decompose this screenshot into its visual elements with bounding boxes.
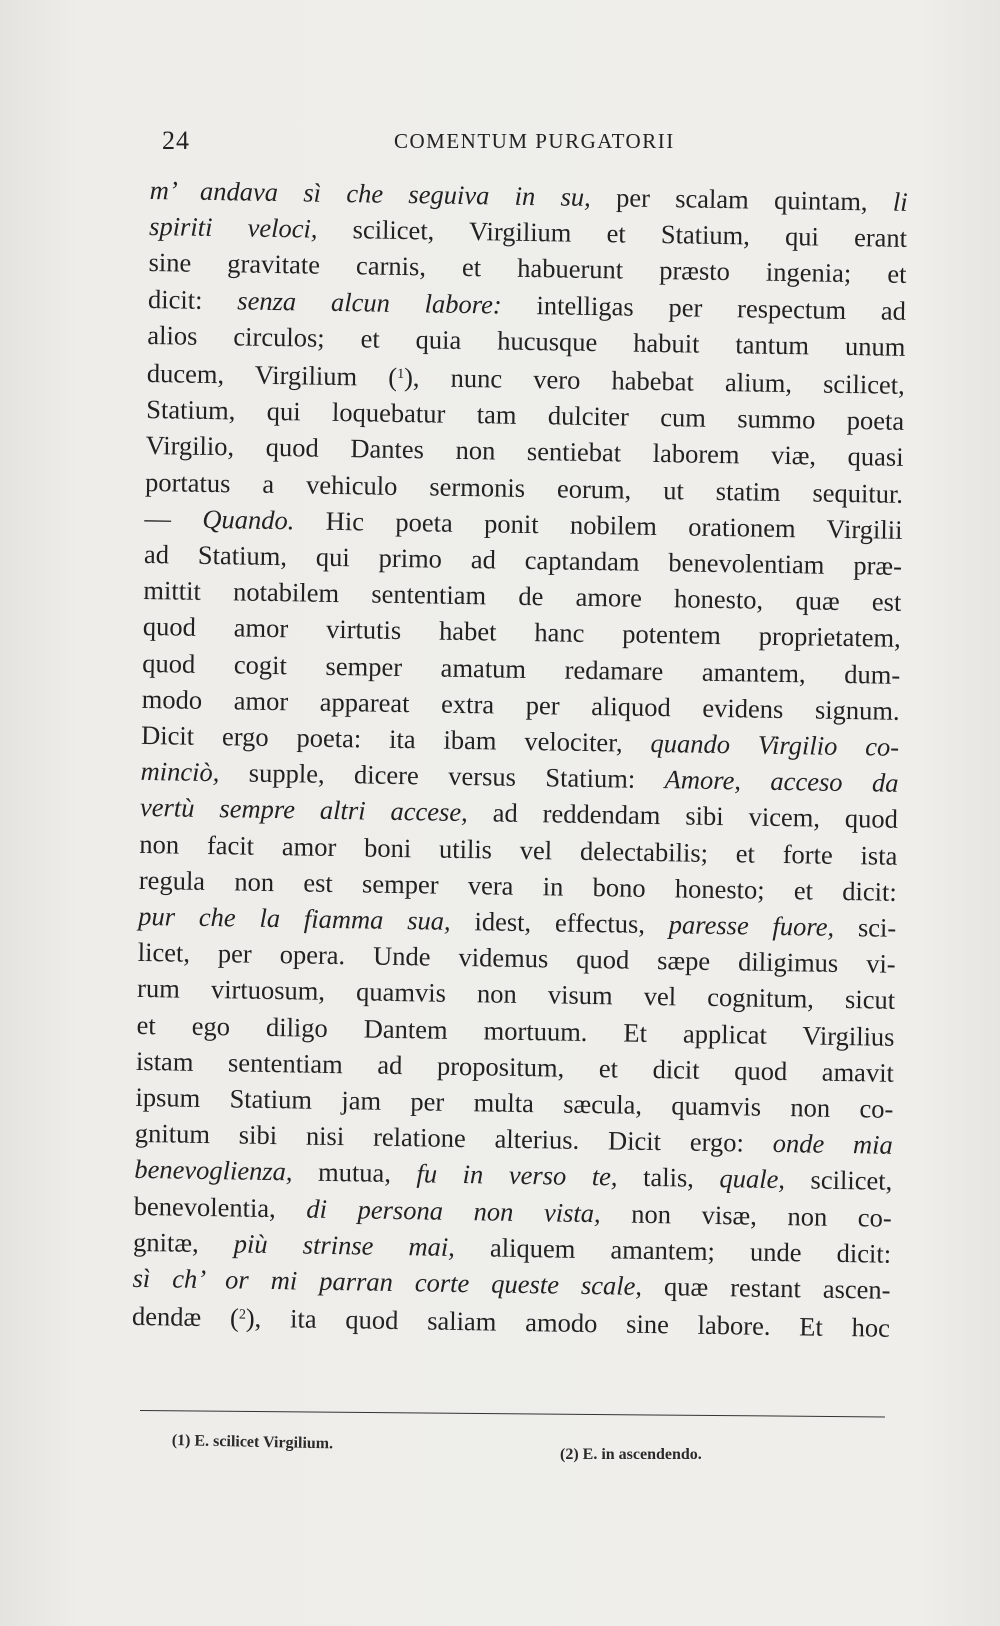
text-segment: quod cogit semper amatum redamare amantem, dum-	[142, 647, 901, 690]
italic-quotation: pur che la fiamma sua,	[138, 900, 451, 936]
italic-quotation: sì ch’ or mi parran corte queste scale,	[132, 1262, 643, 1301]
text-segment: quod amor virtutis habet hanc potentem proprietatem,	[142, 611, 902, 654]
text-segment: mittit notabilem sententiam de amore honesto, quæ est	[143, 575, 902, 618]
footnotes	[172, 1432, 902, 1472]
text-segment: dicit:	[147, 283, 238, 315]
text-segment: portatus a vehiculo sermonis eorum, ut statim sequitur.	[144, 466, 904, 509]
text-segment: et ego diligo Dantem mortuum. Et applicat Virgilius	[136, 1009, 895, 1052]
italic-quotation: vertù sempre altri accese,	[139, 792, 468, 828]
text-segment: ), ita quod saliam amodo sine labore. Et hoc	[245, 1302, 891, 1344]
italic-quotation: Amore, acceso da	[664, 764, 899, 799]
footnote-marker: 1	[397, 366, 405, 383]
italic-quotation: fu in verso te,	[416, 1158, 618, 1192]
text-segment: —	[144, 502, 203, 534]
text-segment: ad reddendam sibi vicem, quod	[467, 797, 899, 835]
text-segment: gnitæ,	[132, 1226, 235, 1259]
text-segment: aliquem amantem; unde dicit:	[454, 1231, 892, 1269]
italic-quotation: senza alcun labore:	[237, 284, 502, 320]
text-segment: Dicit ergo poeta: ita ibam velociter,	[140, 719, 651, 758]
body-text	[132, 172, 908, 1346]
text-segment: ducem, Virgilium (	[146, 357, 398, 392]
text-segment: idest, effectus,	[450, 905, 670, 940]
italic-quotation: paresse fuore,	[668, 909, 835, 942]
text-segment: alios circulos; et quia hucusque habuit tantum unum	[147, 319, 906, 362]
text-segment: Statium, qui loquebatur tam dulciter cum summo poeta	[146, 394, 905, 437]
italic-quotation: minciò,	[140, 756, 220, 788]
text-segment: regula non est semper vera in bono honesto; et dicit:	[138, 864, 898, 907]
text-segment: rum virtuosum, quamvis non visum vel cognitum, sicut	[136, 973, 896, 1016]
footnote-marker: 2	[238, 1307, 247, 1323]
text-segment: non visæ, non co-	[600, 1197, 892, 1233]
text-segment: quæ restant ascen-	[641, 1270, 891, 1305]
text-segment: ipsum Statium jam per multa sæcula, quamvis non co-	[135, 1081, 894, 1124]
text-segment: mutua,	[292, 1156, 417, 1189]
text-segment: benevolentia,	[133, 1190, 307, 1224]
italic-quotation: quando Virgilio co-	[650, 727, 900, 762]
text-segment: scilicet,	[784, 1164, 893, 1197]
page-number: 24	[162, 126, 190, 155]
text-segment: talis,	[617, 1161, 720, 1194]
page-header	[162, 126, 907, 160]
text-segment: non facit amor boni utilis vel delectabilis; et forte ista	[139, 828, 898, 871]
italic-quotation: li	[892, 186, 908, 217]
text-segment: sci-	[833, 911, 897, 943]
footnote-1: (1) E. scilicet Virgilium.	[171, 1432, 334, 1453]
text-segment: Virgilio, quod Dantes non sentiebat laborem viæ, quasi	[145, 430, 904, 473]
text-segment: ad Statium, qui primo ad captandam benevolentiam præ-	[143, 538, 903, 581]
text-segment: sine gravitate carnis, et habuerunt præsto ingenia; et	[148, 247, 907, 290]
text-segment: modo amor appareat extra per aliquod evidens signum.	[141, 683, 900, 726]
footnote-2: (2) E. in ascendendo.	[560, 1446, 702, 1463]
text-segment: intelligas per respectum ad	[501, 289, 907, 326]
italic-quotation: Quando.	[202, 503, 295, 536]
italic-quotation: più strinse mai,	[233, 1228, 456, 1262]
italic-quotation: quale,	[719, 1163, 786, 1195]
italic-quotation: spiriti veloci,	[148, 211, 318, 244]
text-segment: licet, per opera. Unde videmus quod sæpe diligimus vi-	[137, 937, 896, 980]
text-segment: supple, dicere versus Statium:	[219, 757, 665, 795]
italic-quotation: di persona non vista,	[306, 1193, 601, 1228]
text-segment: dendæ (	[131, 1301, 240, 1333]
text-segment: per scalam quintam,	[590, 181, 894, 217]
text-segment: Hic poeta ponit nobilem orationem Virgilii	[294, 505, 903, 545]
text-segment: istam sententiam ad propositum, et dicit quod amavit	[135, 1045, 895, 1088]
text-segment: ), nunc vero habebat alium, scilicet,	[403, 362, 905, 400]
italic-quotation: benevoglienza,	[134, 1154, 293, 1187]
text-segment: scilicet, Virgilium et Statium, qui erant	[317, 213, 908, 254]
text-segment: gnitum sibi nisi relatione alterius. Dicit ergo:	[134, 1118, 773, 1159]
italic-quotation: onde mia	[772, 1128, 894, 1161]
running-title: COMENTUM PURGATORII	[394, 129, 675, 153]
italic-quotation: m’ andava sì che seguiva in su,	[149, 174, 592, 212]
footnote-rule	[140, 1410, 885, 1418]
